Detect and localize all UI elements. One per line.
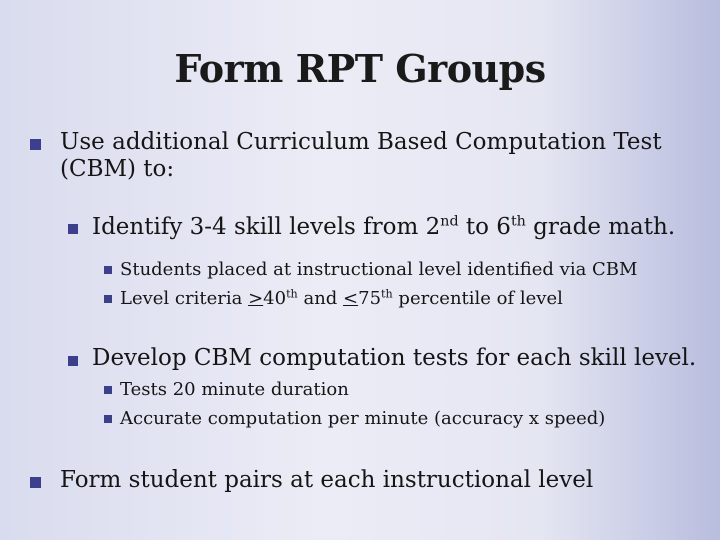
ordinal-suffix: nd bbox=[440, 213, 459, 230]
slide-title: Form RPT Groups bbox=[174, 46, 546, 91]
bullet-square-icon bbox=[104, 266, 112, 274]
criteria-number: 40 bbox=[263, 288, 287, 309]
bullet-square-icon bbox=[68, 356, 78, 366]
bullet-develop: Develop CBM computation tests for each skill level. bbox=[92, 345, 697, 371]
greater-equal-symbol: > bbox=[248, 288, 264, 309]
bullet-square-icon bbox=[104, 415, 112, 423]
bullet-identify bbox=[92, 214, 675, 241]
bullet-students-placed: Students placed at instructional level identified via CBM bbox=[120, 259, 638, 280]
bullet-square-icon bbox=[30, 477, 41, 488]
bullet-form-pairs: Form student pairs at each instructional level bbox=[60, 467, 594, 493]
less-equal-symbol: < bbox=[343, 288, 359, 309]
identify-text: Identify 3-4 skill levels from 2 bbox=[92, 214, 441, 240]
bullet-tests-duration: Tests 20 minute duration bbox=[120, 379, 349, 400]
bullet-square-icon bbox=[104, 386, 112, 394]
ordinal-suffix: th bbox=[381, 287, 393, 301]
ordinal-suffix: th bbox=[286, 287, 298, 301]
criteria-text: percentile of level bbox=[392, 288, 563, 309]
bullet-square-icon bbox=[68, 224, 78, 234]
bullet-text-line: Use additional Curriculum Based Computation Test bbox=[60, 129, 662, 155]
bullet-square-icon bbox=[30, 139, 41, 150]
bullet-square-icon bbox=[104, 295, 112, 303]
bullet-level-criteria bbox=[120, 288, 563, 310]
criteria-text: and bbox=[297, 288, 344, 309]
ordinal-suffix: th bbox=[510, 213, 526, 230]
criteria-number: 75 bbox=[358, 288, 382, 309]
bullet-use-additional bbox=[60, 129, 662, 183]
criteria-text: Level criteria bbox=[120, 288, 249, 309]
bullet-accurate-computation: Accurate computation per minute (accuracy x speed) bbox=[120, 408, 606, 429]
bullet-text-line: (CBM) to: bbox=[60, 156, 175, 182]
identify-text: to 6 bbox=[458, 214, 511, 240]
identify-text: grade math. bbox=[525, 214, 676, 240]
